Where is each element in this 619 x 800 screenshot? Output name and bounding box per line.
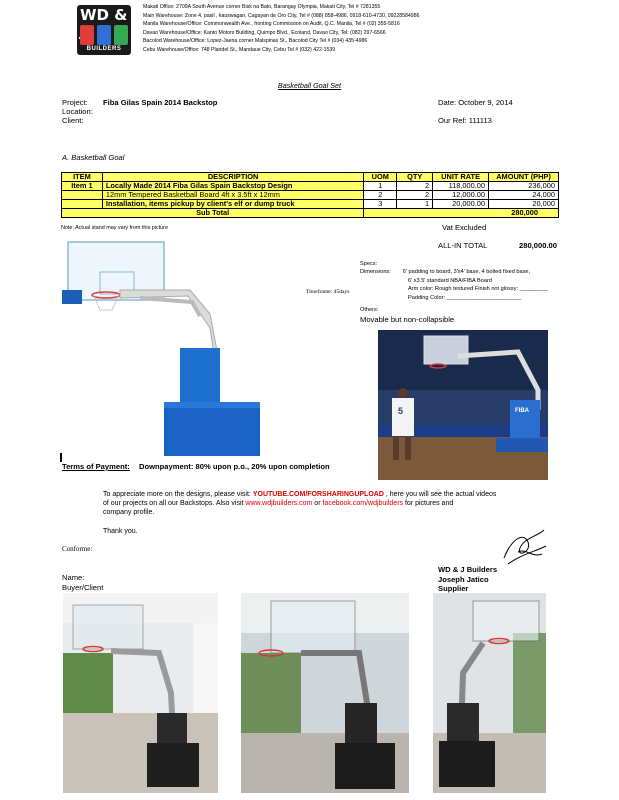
specs-block — [360, 260, 548, 314]
closing-text: company profile. — [103, 509, 155, 517]
arena-photo — [378, 330, 548, 480]
column-header: UNIT RATE — [433, 173, 489, 182]
office-line: Bacolod Warehouse/Office: Lopez-Jaena corner Malspinas St., Bacolod City Tel # (034) 435-4986 — [143, 38, 368, 45]
facebook-link[interactable]: facebook.com/wdjbuilders — [322, 500, 404, 508]
logo-block-red — [80, 25, 94, 45]
items-table — [61, 172, 559, 218]
terms-value: Downpayment: 80% upon p.o., 20% upon completion — [139, 462, 330, 471]
table-row — [62, 191, 559, 200]
description-cell: Installation, items pickup by client's elf or dump truck — [102, 200, 363, 209]
uom-cell: 2 — [364, 191, 397, 200]
supplier-block — [438, 565, 497, 594]
project-label: Project: — [62, 98, 88, 107]
column-header: QTY — [397, 173, 433, 182]
office-line: Main Warehouse: Zone 4, pasil , kauswagan, Cagayan de Oro City, Tel # (088) 858-4986, 0918-610-4730, 09228584986 — [143, 12, 420, 19]
table-header-row — [62, 173, 559, 182]
backstop-illustration — [60, 238, 270, 458]
logo-text: WD & — [80, 6, 128, 24]
closing-text: , here you will see the actual videos — [385, 491, 497, 498]
company-logo — [77, 5, 131, 55]
buyer-block — [62, 573, 103, 592]
arm-color: Arm color: Rough textured Finish not glossy: _________ — [408, 286, 548, 293]
conforme-label: Conforme: — [62, 545, 93, 553]
buyer-role: Buyer/Client — [62, 582, 104, 592]
subtotal-value: 280,000 — [364, 209, 559, 218]
section-title: A. Basketball Goal — [62, 153, 125, 162]
specs-title: Specs: — [360, 261, 378, 267]
qty-cell: 2 — [397, 182, 433, 191]
project-value: Fiba Gilas Spain 2014 Backstop — [103, 98, 218, 107]
terms-label: Terms of Payment: — [62, 462, 130, 471]
installation-photo-3 — [433, 593, 546, 793]
closing-text: for pictures and — [404, 500, 454, 508]
terms-marker — [60, 453, 62, 462]
rate-cell: 20,000.00 — [433, 200, 489, 209]
logo-block-blue — [97, 25, 111, 45]
vat-note: Vat Excluded — [442, 223, 487, 232]
table-row — [62, 200, 559, 209]
website-link[interactable]: www.wdjbuilders.com — [245, 500, 313, 508]
fiba-text: FIBA — [515, 408, 529, 414]
dimensions-line-2: 6' x3.5' standard NBA/FIBA Board — [408, 277, 492, 284]
logo-subtext: BUILDERS — [86, 46, 122, 52]
closing-text: To appreciate more on the designs, please visit: — [103, 491, 251, 498]
logo-blocks — [80, 25, 128, 45]
buyer-name-label: Name: — [62, 573, 85, 582]
amount-cell: 20,000 — [489, 200, 559, 209]
signature — [498, 528, 550, 568]
item-cell — [62, 191, 103, 200]
closing-text: of our projects on all our Backstops. Also visit — [103, 500, 244, 508]
office-line: Davao Warehouse/Office: Kanto Motors Building, Quimpo Blvd., Ecoland, Davao City, Tel: (082) 297-6566 — [143, 29, 386, 36]
column-header: AMOUNT (PHP) — [489, 173, 559, 182]
item-cell — [62, 200, 103, 209]
youtube-link[interactable]: YOUTUBE.COM/FORSHARINGUPLOAD — [252, 491, 384, 498]
reference-number: Our Ref: 111113 — [438, 116, 492, 125]
client-label: Client: — [62, 116, 84, 125]
description-cell: Locally Made 2014 Fiba Gilas Spain Backstop Design — [102, 182, 363, 191]
location-label: Location: — [62, 107, 93, 116]
thanks-text: Thank you. — [103, 527, 138, 535]
rate-cell: 12,000.00 — [433, 191, 489, 200]
dimensions-line-1: 6' padding to board, 3'x4' base, 4 bolted fixed base, — [402, 269, 531, 276]
office-line: Cebu Warehouse/Office: 748 Plaridel St., Mandaue City, Cebu Tel # (032) 422-1539 — [143, 46, 336, 53]
padding-color: Padding Color: ________________________ — [408, 294, 522, 301]
subtotal-label: Sub Total — [62, 209, 364, 218]
column-header: UOM — [364, 173, 397, 182]
supplier-person: Joseph Jatico — [438, 574, 489, 584]
supplier-role: Supplier — [438, 584, 469, 594]
others-value: Movable but non-collapsible — [360, 315, 455, 324]
stand-note: Note: Actual stand may vary from this picture — [61, 225, 168, 231]
timeframe: Timeframe: 45days — [306, 289, 350, 295]
description-cell: 12mm Tempered Basketball Board 4ft x 3.5ft x 12mm — [102, 191, 363, 200]
uom-cell: 3 — [364, 200, 397, 209]
item-cell: Item 1 — [62, 182, 103, 191]
office-addresses — [143, 3, 419, 55]
all-in-value: 280,000.00 — [519, 241, 558, 250]
amount-cell: 236,000 — [489, 182, 559, 191]
document-date: Date: October 9, 2014 — [438, 98, 513, 107]
office-line: Manila Warehouse/Office: Commonwealth Ave., fronting Commission on Audit, Q.C. Manila, Tel # (02) 355-5816 — [143, 21, 400, 28]
qty-cell: 1 — [397, 200, 433, 209]
logo-block-green — [114, 25, 128, 45]
closing-paragraph — [103, 490, 496, 536]
installation-photo-2 — [241, 593, 409, 793]
closing-text: or — [314, 500, 321, 508]
amount-cell: 24,000 — [489, 191, 559, 200]
office-line: Makati Office: 2709A South Avenue corner Bisk na Bato, Barangay Olympia, Makati City, Tel # 7281355 — [143, 4, 381, 10]
uom-cell: 1 — [364, 182, 397, 191]
document-title: Basketball Goal Set — [277, 81, 342, 90]
dimensions-label: Dimensions: — [360, 269, 391, 276]
installation-photo-1 — [63, 593, 218, 793]
others-label: Others: — [360, 307, 379, 314]
jersey-number: 5 — [398, 406, 404, 416]
qty-cell: 2 — [397, 191, 433, 200]
supplier-company: WD & J Builders — [438, 565, 498, 574]
rate-cell: 118,000.00 — [433, 182, 489, 191]
column-header: DESCRIPTION — [102, 173, 363, 182]
all-in-label: ALL-IN TOTAL — [438, 241, 488, 250]
subtotal-row — [62, 209, 559, 218]
column-header: ITEM — [62, 173, 103, 182]
table-row — [62, 182, 559, 191]
